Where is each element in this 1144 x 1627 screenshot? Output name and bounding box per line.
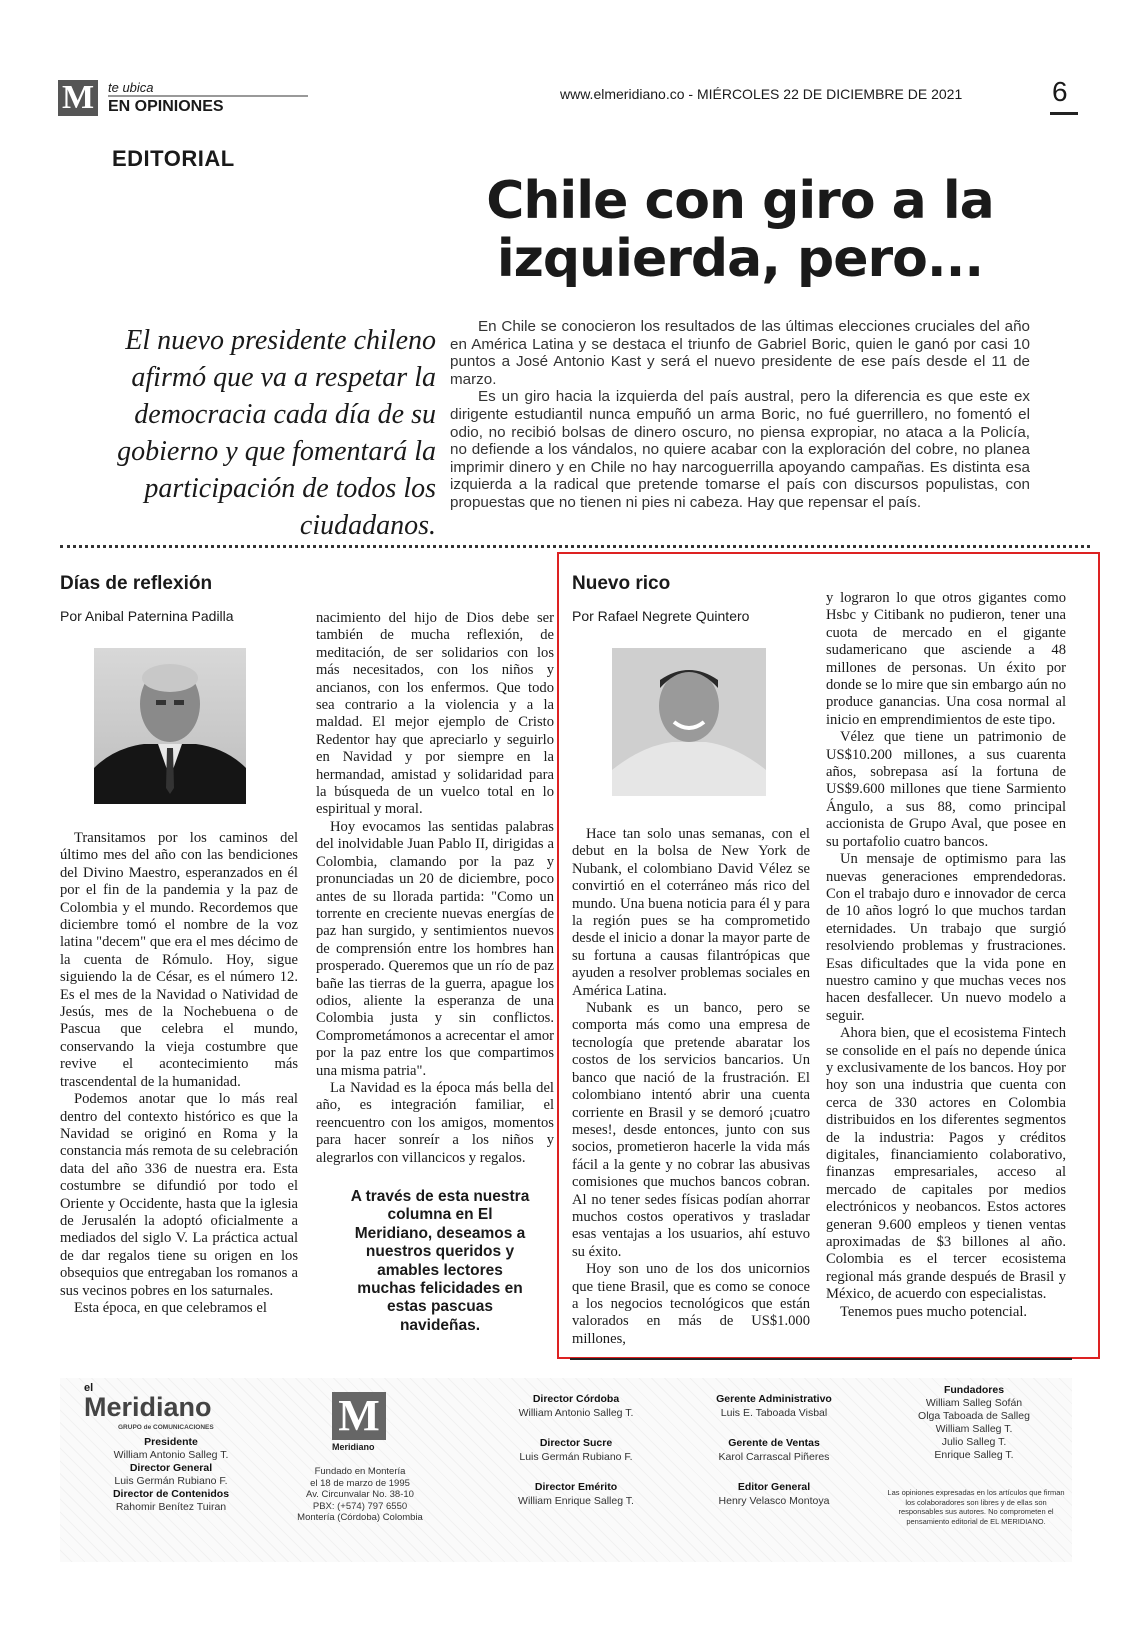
staff-block [488, 1392, 664, 1508]
staff-role: Director Sucre [539, 1437, 613, 1449]
footer-logo: Meridiano [84, 1392, 212, 1422]
article-column [60, 830, 298, 1317]
author-photo [94, 648, 246, 804]
founders-block [884, 1384, 1064, 1462]
article-paragraph: Transitamos por los caminos del último mes del año con las bendiciones del Divino Maestro, esperanzados en él por el fin de la pandemia y la paz de Colombia y el mundo. Recordemos que diciembre tomó el nombre de la voz latina "decem" que era el mes décimo de la cuenta de Rómulo. Hoy, sigue siguiendo la de César, es el número 12. Es el mes de la Navidad o Natividad de Jesús, mes de la Nochebuena o de Pascua que celebra el mundo, conservando la vieja costumbre que revive el acontecimiento más trascendental de la humanidad. [60, 830, 298, 1090]
founding-line: el 18 de marzo de 1995 [310, 1477, 410, 1489]
header-rule [108, 95, 308, 97]
page-number-rule [1050, 112, 1078, 115]
staff-name: Luis E. Taboada Visbal [720, 1407, 828, 1419]
staff-block [76, 1436, 266, 1514]
article-paragraph: Hoy evocamos las sentidas palabras del inolvidable Juan Pablo II, dirigidas a Colombia, clamando por la paz y pronunciadas un 20 de diciembre, poco antes de su llorada partida: "Como un torrente en creciente nuevas energías de paz han surgido, y sentimientos nuevos de comprensión entre los hombres han prosperado. Queremos que un río de paz bañe las tierras de la guerra, apague los odios, aliente la esperanza de una Colombia justa y sin conflictos. Comprometámonos a acrecentar el amor por la paz entre los que compartimos una misma patria". [316, 818, 554, 1079]
article-bottom-rule [570, 1358, 1072, 1360]
article-paragraph: Esta época, en que celebramos el [74, 1299, 267, 1316]
closing-note: A través de esta nuestra columna en El Meridiano, deseamos a nuestros queridos y amables lectores muchas felicidades en estas pascuas navideñas. [350, 1188, 530, 1334]
staff-name: Luis Germán Rubiano F. [519, 1451, 633, 1463]
article-column [826, 590, 1066, 1321]
staff-role: Director Emérito [534, 1481, 618, 1493]
staff-block [686, 1392, 862, 1508]
staff-role: Director General [129, 1462, 213, 1474]
footer-logo-subtitle: GRUPO de COMUNICACIONES [118, 1424, 214, 1431]
staff-role: Director Córdoba [532, 1393, 620, 1405]
footer-logo-small: el [84, 1382, 94, 1394]
founder-name: William Salleg Sofán [925, 1397, 1023, 1409]
article-paragraph: y lograron lo que otros gigantes como Hsbc y Citibank no pudieron, tener una cuota de mercado en el gigante sudamericano que asciende a 48 millones de personas. Un éxito por donde se lo mire que sin embargo aún no produce ganancias. Una cosa normal al inicio en emprendimientos de este tipo. [826, 590, 1066, 728]
article-paragraph: Un mensaje de optimismo para las nuevas generaciones emprendedoras. Con el trabajo duro e innovador de cerca de 10 años logró lo que muchos tardan eternidades. Un trabajo que surgió resolviendo problemas y frustraciones. Esas dificultades que la vida pone en nuestro camino y que muchas veces nos hacen desfallecer. Un nuevo modelo a seguir. [826, 851, 1066, 1024]
article-column [316, 610, 554, 1167]
page-number: 6 [1052, 76, 1068, 107]
staff-name: Henry Velasco Montoya [718, 1495, 830, 1507]
founding-line: Fundado en Montería [314, 1466, 406, 1477]
staff-name: William Antonio Salleg T. [113, 1449, 229, 1461]
staff-name: William Enrique Salleg T. [518, 1495, 634, 1507]
article-byline: Por Rafael Negrete Quintero [572, 608, 750, 624]
editorial-headline [460, 172, 1020, 288]
author-portrait-icon [94, 648, 246, 804]
staff-role: Presidente [144, 1436, 198, 1448]
founder-name: Olga Taboada de Salleg [918, 1410, 1030, 1422]
editorial-paragraph: En Chile se conocieron los resultados de las últimas elecciones cruciales del año en América Latina y se destaca el triunfo de Gabriel Boric, quien le ganó por casi 10 puntos a José Antonio Kast y será el nuevo presidente de ese país desde el 11 de marzo. [450, 318, 1030, 388]
article-paragraph: Tenemos pues mucho potencial. [840, 1303, 1028, 1320]
editorial-label: EDITORIAL [112, 146, 235, 171]
staff-role: Gerente Administrativo [716, 1393, 832, 1405]
section-tagline: te ubica [108, 80, 154, 95]
footer-mark-label: Meridiano [332, 1442, 375, 1452]
founding-line: Av. Circunvalar No. 38-10 [306, 1489, 414, 1500]
author-photo [612, 648, 766, 796]
founder-name: William Salleg T. [935, 1423, 1013, 1435]
article-paragraph: Ahora bien, que el ecosistema Fintech se consolide en el país no depende única y exclusivamente de los bancos. Hoy por hoy son una industria que cuenta con cerca de 330 actores en Colombia distribuidos en los diferentes segmentos de la industria: Pagos y créditos digitales, financiamiento colaborativo, finanzas empresariales, acceso al mercado de capitales por medios electrónicos y neobancos. Estos actores generan 9.600 empleos y tienen ventas aproximadas de $3 billones al año. Colombia es el tercer ecosistema regional más grande después de Brasil y México, de acuerdo con especialistas. [826, 1025, 1066, 1303]
founding-info [290, 1466, 430, 1524]
article-paragraph: Hoy son uno de los dos unicornios que tiene Brasil, que es como se conoce a los negocios tecnológicos que están valorados en más de US$1.000 millones, [572, 1261, 810, 1347]
article-paragraph: Nubank es un banco, pero se comporta más como una empresa de tecnología que pretende abaratar los costos de los servicios bancarios. Un banco que nació de la frustración. El colombiano intentó abrir una cuenta corriente en Brasil y se demoró ¡cuatro meses!, desde entonces, junto con sus socios, prometieron hacerle la vida más fácil a la gente y no cobrar las abusivas comisiones que muchos bancos cobran. Al no tener sedes físicas podían ahorrar muchos costos operativos y trasladar esas ventajas a los usuarios, ahí estuvo su éxito. [572, 1000, 810, 1260]
article-column [572, 826, 810, 1348]
editorial-paragraph: Es un giro hacia la izquierda del país austral, pero la diferencia es que este ex dirigente estudiantil nunca empuñó un arma Boric, no fué guerrillero, no fomentó el odio, no recibió bolsas de dinero oscuro, no piensa expropiar, no ataca a la Policía, no defiende a los vándalos, no quiere acabar con la exploración del cobre, no planea imprimir dinero y en Chile no hay narcoguerrilla apoyando campañas. Es distinta esa izquierda a la radical que pretende tomarse el país con discursos populistas, con propuestas que no tienen ni pies ni cabeza. Hay que repensar el país. [450, 388, 1030, 511]
article-paragraph: nacimiento del hijo de Dios debe ser también de mucha reflexión, de meditación, de ser solidarios con los más necesitados, con los niños y ancianos, con los enfermos. Que todo sea contrario a la violencia y a la maldad. El mejor ejemplo de Cristo Redentor hay que apreciarlo y seguirlo en Navidad y por siempre en la hermandad, amistad y solidaridad para la búsqueda de un vuelco total en lo espiritual y moral. [316, 610, 554, 818]
article-paragraph: Vélez que tiene un patrimonio de US$10.200 millones, a sus cuarenta años, sobrepasa así la fortuna de US$9.600 millones que tiene Sarmiento Ángulo, a sus 88, como principal accionista de Grupo Aval, que posee en su portafolio cuatro bancos. [826, 729, 1066, 850]
footer-mark: M [332, 1392, 386, 1440]
article-paragraph: Hace tan solo unas semanas, con el debut en la bolsa de New York de Nubank, el colombiano David Vélez se convirtió en el coterráneo más rico del mundo. Una buena noticia para él y para la región pues se ha comprometido desde el inicio a donar la mayor parte de su fortuna a causas filantrópicas que ayuden a resolver problemas sociales en América Latina. [572, 826, 810, 999]
disclaimer: Las opiniones expresadas en los artículos que firman los colaboradores son libres y de ellas son responsables sus autores. No comprometen el pensamiento editorial de EL MERIDIANO. [887, 1488, 1065, 1526]
article-title: Días de reflexión [60, 573, 213, 594]
staff-name: William Antonio Salleg T. [518, 1407, 634, 1419]
section-divider [60, 545, 1090, 548]
headline-line-2: izquierda, pero... [496, 229, 984, 289]
section-logo: M [58, 80, 98, 116]
author-portrait-icon [612, 648, 766, 796]
founder-name: Enrique Salleg T. [934, 1449, 1014, 1461]
staff-role: Editor General [737, 1481, 811, 1493]
staff-name: Karol Carrascal Piñeres [718, 1451, 830, 1463]
founders-title: Fundadores [943, 1384, 1005, 1396]
staff-name: Rahomir Benítez Tuiran [115, 1501, 227, 1513]
founding-line: Montería (Córdoba) Colombia [297, 1512, 423, 1523]
article-title: Nuevo rico [572, 573, 671, 594]
staff-role: Director de Contenidos [112, 1488, 230, 1500]
article-byline: Por Anibal Paternina Padilla [60, 608, 234, 624]
headline-line-1: Chile con giro a la [486, 171, 994, 231]
founding-line: PBX: (+574) 797 6550 [312, 1500, 408, 1512]
article-paragraph: Podemos anotar que lo más real dentro del contexto histórico es que la Navidad se originó en Roma y la constancia más remota de su celebración data del año 336 de nuestra era. Esta costumbre se difundió por todo el Oriente y Occidente, hasta que la iglesia de Jerusalén la adoptó oficialmente a mediados del siglo V. La práctica actual de dar regalos tiene su origen en los obsequios que entregaban los romanos a sus vecinos pobres en los saturnales. [60, 1091, 298, 1299]
article-paragraph: La Navidad es la época más bella del año, es integración familiar, el reencuentro con los amigos, momentos para hacer sonreír a los niños y alegrarlos con villancicos y regalos. [316, 1079, 554, 1166]
pull-quote: El nuevo presidente chileno afirmó que va a respetar la democracia cada día de su gobierno y que fomentará la participación de todos los ciudadanos. [117, 325, 436, 541]
editorial-body [450, 318, 1030, 512]
section-name: EN OPINIONES [108, 98, 224, 115]
founder-name: Julio Salleg T. [941, 1436, 1007, 1448]
dateline: www.elmeridiano.co - MIÉRCOLES 22 DE DICIEMBRE DE 2021 [560, 86, 963, 102]
staff-role: Gerente de Ventas [728, 1437, 820, 1449]
staff-name: Luis Germán Rubiano F. [114, 1475, 228, 1487]
